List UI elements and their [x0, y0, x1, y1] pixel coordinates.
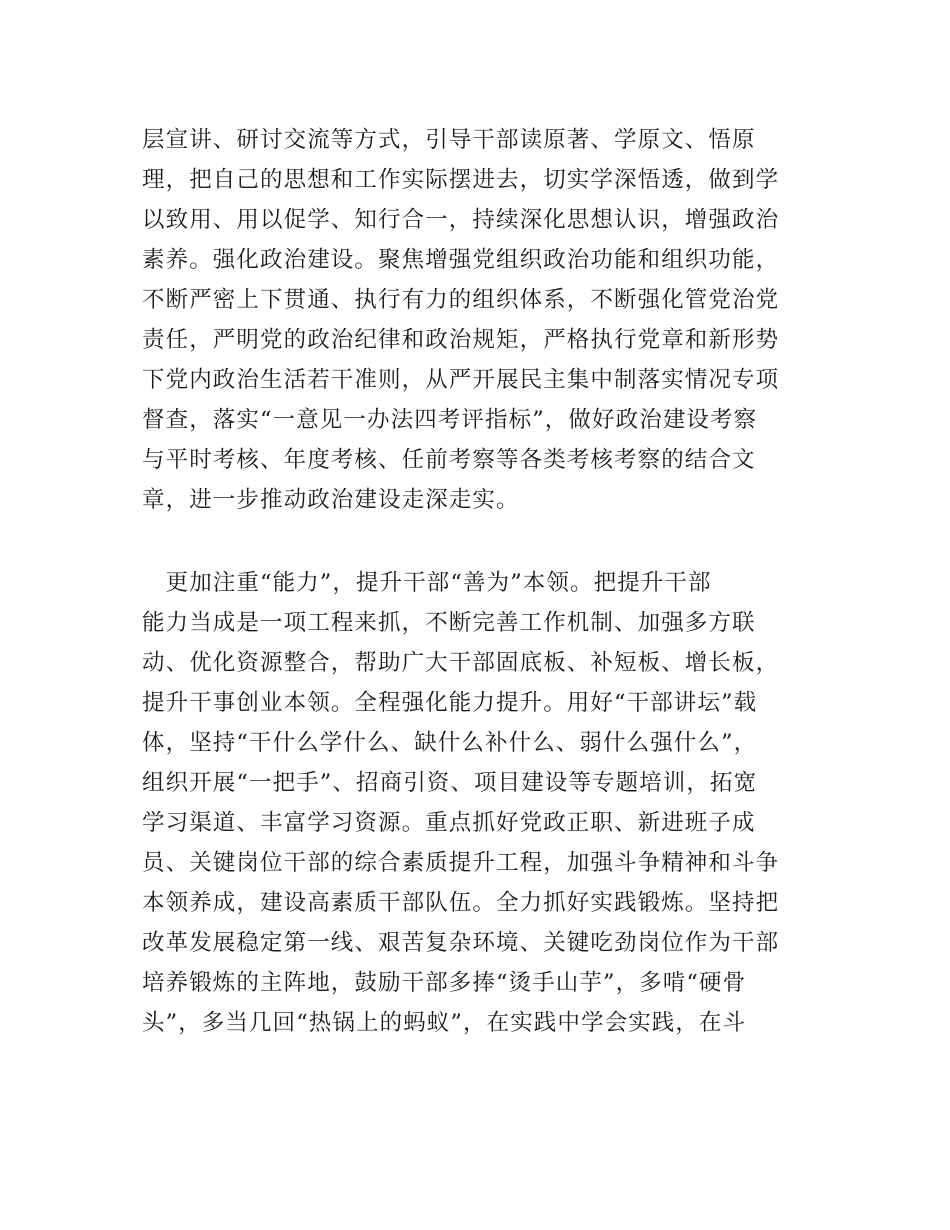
- paragraph-line: 下党内政治生活若干准则，从严开展民主集中制落实情况专项: [142, 367, 780, 393]
- paragraph-line: 动、优化资源整合，帮助广大干部固底板、补短板、增长板，: [142, 650, 780, 676]
- paragraph-line: 与平时考核、年度考核、任前考察等各类考核考察的结合文: [142, 447, 756, 473]
- paragraph-line: 能力当成是一项工程来抓，不断完善工作机制、加强多方联: [142, 610, 756, 636]
- paragraph-line: 员、关键岗位干部的综合素质提升工程，加强斗争精神和斗争: [142, 850, 780, 876]
- paragraph-line: 责任，严明党的政治纪律和政治规矩，严格执行党章和新形势: [142, 327, 780, 353]
- paragraph-line: 更加注重“能力”，提升干部“善为”本领。把提升干部: [142, 570, 712, 596]
- paragraph-line: 学习渠道、丰富学习资源。重点抓好党政正职、新进班子成: [142, 810, 756, 836]
- paragraph-line: 体，坚持“干什么学什么、缺什么补什么、弱什么强什么”，: [142, 730, 758, 756]
- paragraph-line: 本领养成，建设高素质干部队伍。全力抓好实践锻炼。坚持把: [142, 890, 780, 916]
- paragraph-line: 培养锻炼的主阵地，鼓励干部多捧“烫手山芋”，多啃“硬骨: [142, 970, 747, 996]
- paragraph-line: 督查，落实“一意见一办法四考评指标”，做好政治建设考察: [142, 407, 758, 433]
- paragraph-line: 以致用、用以促学、知行合一，持续深化思想认识，增强政治: [142, 207, 780, 233]
- paragraph-line: 层宣讲、研讨交流等方式，引导干部读原著、学原文、悟原: [142, 127, 756, 153]
- paragraph-line: 改革发展稳定第一线、艰苦复杂环境、关键吃劲岗位作为干部: [142, 930, 780, 956]
- paragraph-1: [142, 120, 822, 520]
- paragraph-line: 提升干事创业本领。全程强化能力提升。用好“干部讲坛”载: [142, 690, 758, 716]
- paragraph-line: 章，进一步推动政治建设走深走实。: [142, 487, 520, 513]
- paragraph-line: 不断严密上下贯通、执行有力的组织体系，不断强化管党治党: [142, 287, 780, 313]
- paragraph-line: 头”，多当几回“热锅上的蚂蚁”，在实践中学会实践，在斗: [142, 1010, 747, 1036]
- paragraph-line: 理，把自己的思想和工作实际摆进去，切实学深悟透，做到学: [142, 167, 780, 193]
- paragraph-2: [142, 563, 822, 1043]
- paragraph-line: 素养。强化政治建设。聚焦增强党组织政治功能和组织功能，: [142, 247, 780, 273]
- paragraph-line: 组织开展“一把手”、招商引资、项目建设等专题培训，拓宽: [142, 770, 758, 796]
